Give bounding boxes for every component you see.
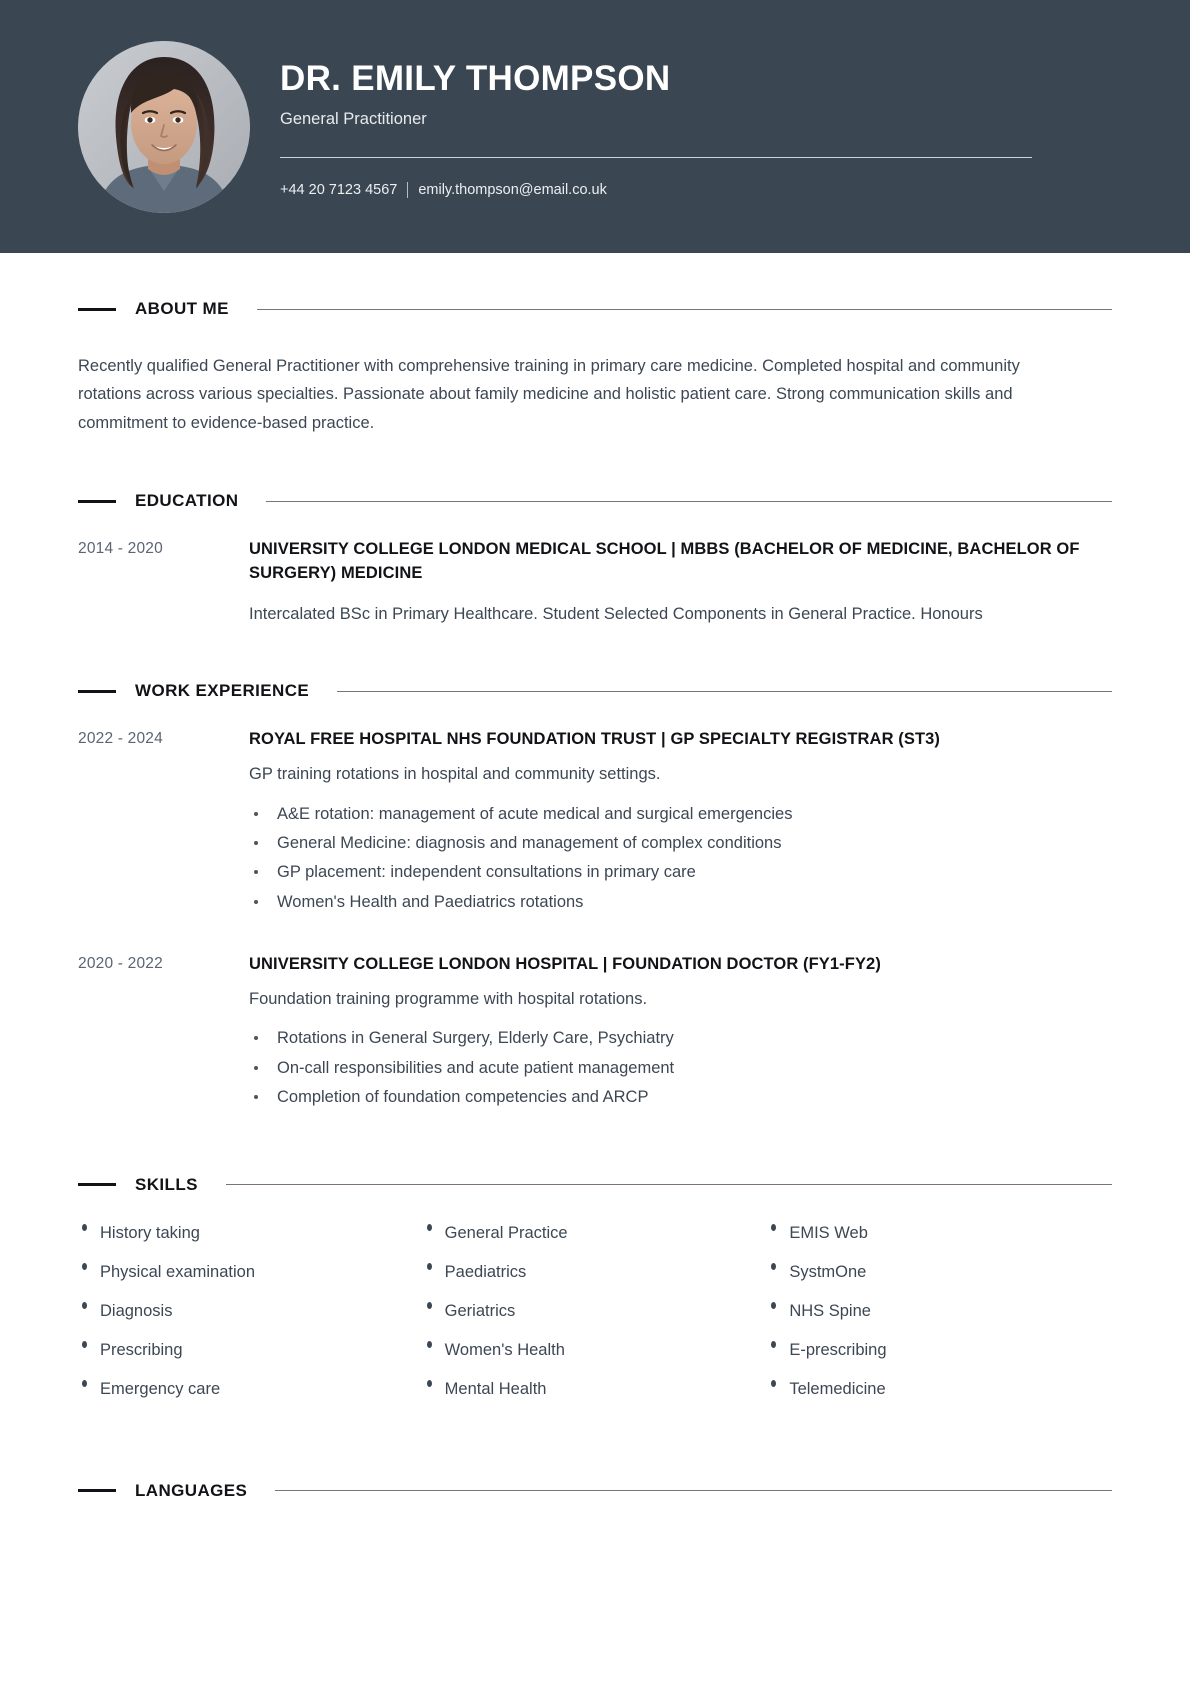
list-item: GP placement: independent consultations in primary care [249,858,1112,887]
work-experience-heading [78,681,1112,701]
heading-rule [266,501,1112,502]
list-item: EMIS Web [767,1225,1112,1242]
list-item: On-call responsibilities and acute patient management [249,1054,1112,1083]
avatar [78,41,250,213]
list-item: Telemedicine [767,1381,1112,1398]
list-item: Women's Health and Paediatrics rotations [249,888,1112,917]
skills-title: SKILLS [135,1174,198,1194]
entry-description: Foundation training programme with hospital rotations. [249,990,648,1009]
phone-number[interactable]: +44 20 7123 4567 [280,182,398,199]
skills-heading [78,1175,1112,1195]
skills-grid [78,1225,1112,1420]
header-text-block [280,55,1190,198]
page-title: DR. EMILY THOMPSON [280,58,671,98]
heading-dash-icon [78,690,116,693]
entry-bullet-list [249,800,1112,917]
entry-content [249,953,1112,1112]
list-item: General Practice [423,1225,768,1242]
about-me-heading [78,299,1112,319]
skills-column-1 [78,1225,423,1420]
heading-dash-icon [78,1489,116,1492]
section-work-experience [78,627,1112,1112]
section-about-me [78,253,1112,437]
education-entry [78,538,1112,627]
heading-rule [257,309,1112,310]
skills-column-3 [767,1225,1112,1420]
list-item: Mental Health [423,1381,768,1398]
heading-rule [226,1184,1112,1185]
entry-date: 2022 - 2024 [78,730,163,748]
list-item: NHS Spine [767,1303,1112,1320]
job-role: General Practitioner [280,110,427,129]
list-item: A&E rotation: management of acute medical and surgical emergencies [249,800,1112,829]
email-address[interactable]: emily.thompson@email.co.uk [418,182,607,199]
cv-body [0,253,1190,1501]
list-item: Geriatrics [423,1303,768,1320]
languages-title: LANGUAGES [135,1480,248,1500]
list-item: E-prescribing [767,1342,1112,1359]
education-heading [78,491,1112,511]
entry-date: 2020 - 2022 [78,955,163,973]
section-skills [78,1113,1112,1420]
list-item: History taking [78,1225,423,1242]
contact-line [280,182,1032,198]
section-languages [78,1420,1112,1501]
work-experience-title: WORK EXPERIENCE [135,681,310,701]
list-item: Diagnosis [78,1303,423,1320]
list-item: Women's Health [423,1342,768,1359]
entry-bullet-list [249,1024,1112,1112]
cv-header [0,0,1190,253]
contact-separator [407,182,408,198]
list-item: Physical examination [78,1264,423,1281]
section-education [78,437,1112,627]
skills-column-2 [423,1225,768,1420]
entry-description: GP training rotations in hospital and community settings. [249,765,661,784]
work-entry [78,728,1112,917]
languages-heading [78,1481,1112,1501]
heading-dash-icon [78,1183,116,1186]
portrait-photo-icon [78,41,250,213]
heading-dash-icon [78,308,116,311]
list-item: SystmOne [767,1264,1112,1281]
about-me-title: ABOUT ME [135,299,229,318]
list-item: Rotations in General Surgery, Elderly Care, Psychiatry [249,1024,1112,1053]
list-item: Completion of foundation competencies and ARCP [249,1083,1112,1112]
entry-content [249,728,1112,917]
list-item: Prescribing [78,1342,423,1359]
about-me-text: Recently qualified General Practitioner with comprehensive training in primary care medicine. Completed hospital and community rotations across various specialties. Passionate about family medicine and holistic patient care. Strong communication skills and commitment to evidence-based practice. [78,357,1020,432]
entry-title: ROYAL FREE HOSPITAL NHS FOUNDATION TRUST | GP SPECIALTY REGISTRAR (ST3) [249,730,941,749]
entry-date: 2014 - 2020 [78,540,163,558]
education-title: EDUCATION [135,491,239,511]
entry-title: UNIVERSITY COLLEGE LONDON MEDICAL SCHOOL | MBBS (BACHELOR OF MEDICINE, BACHELOR OF SURGERY) MEDICINE [249,540,1080,583]
entry-content [249,538,1112,627]
list-item: Paediatrics [423,1264,768,1281]
work-entry [78,953,1112,1112]
heading-rule [275,1490,1112,1491]
entry-title: UNIVERSITY COLLEGE LONDON HOSPITAL | FOUNDATION DOCTOR (FY1-FY2) [249,955,881,974]
list-item: Emergency care [78,1381,423,1398]
header-divider [280,157,1032,158]
list-item: General Medicine: diagnosis and management of complex conditions [249,829,1112,858]
heading-dash-icon [78,500,116,503]
entry-description: Intercalated BSc in Primary Healthcare. Student Selected Components in General Practice. Honours [249,604,983,623]
heading-rule [337,691,1112,692]
